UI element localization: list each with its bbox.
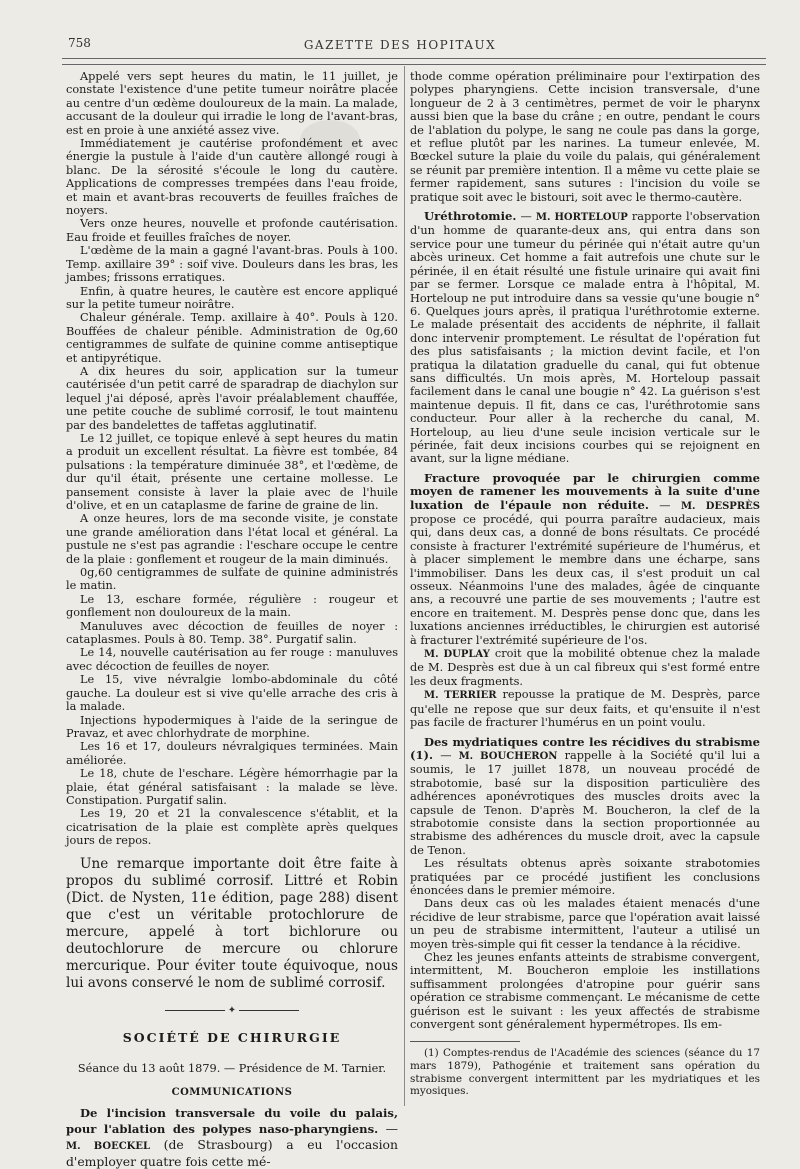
case-paragraph: Le 12 juillet, ce topique enlevé à sept heures du matin a produit un excellent résultat. La fièvre est tombée, 84 pulsations : la température diminuée 38°, et l'œdème, de dur qu'il était, présente une certaine mollesse. Le pansement consiste à laver la plaie avec de l'huile d'olive, et en un cataplasme de farine de graine de lin. bbox=[66, 431, 398, 512]
case-paragraph: Injections hypodermiques à l'aide de la seringue de Pravaz, et avec chlorhydrate de morphine. bbox=[66, 713, 398, 740]
fracture-author: M. DESPRÈS bbox=[680, 500, 760, 512]
case-paragraph: Vers onze heures, nouvelle et profonde cautérisation. Eau froide et feuilles fraîches de noyer. bbox=[66, 217, 398, 244]
running-title: GAZETTE DES HOPITAUX bbox=[303, 38, 497, 52]
case-paragraph: 0g,60 centigrammes de sulfate de quinine administrés le matin. bbox=[66, 566, 398, 593]
case-paragraph: Les 19, 20 et 21 la convalescence s'établit, et la cicatrisation de la plaie est complète après quelques jours de repos. bbox=[66, 807, 398, 848]
case-paragraph: A dix heures du soir, application sur la tumeur cautérisée d'un petit carré de sparadrap de diachylon sur lequel j'ai déposé, après l'avoir préalablement chauffée, une petite couche de sublimé corrosif, le tout maintenu par des bandelettes de taffetas agglutinatif. bbox=[66, 364, 398, 432]
strabismus-paragraph: Chez les jeunes enfants atteints de strabisme convergent, intermittent, M. Boucheron emploie les instillations suffisamment prolongées d'atropine pour guérir sans opération ce strabisme commençant. Le mécanisme de cette guérison est le suivant : les yeux affectés de strabisme convergent sont généralement hypermétropes. Ils em- bbox=[410, 951, 760, 1032]
column-divider bbox=[404, 66, 405, 1106]
case-paragraph: A onze heures, lors de ma seconde visite, je constate une grande amélioration dans l'état local et général. La pustule ne s'est pas agrandie : l'eschare occupe le centre de la plaie : gonflement et rougeur de la main diminués. bbox=[66, 512, 398, 566]
case-paragraph: Le 18, chute de l'eschare. Légère hémorrhagie par la plaie, état général satisfaisant : la malade se lève. Constipation. Purgatif salin. bbox=[66, 767, 398, 807]
right-column bbox=[410, 70, 760, 1098]
strabismus-heading: Des mydriatiques contre les récidives du strabisme (1). bbox=[410, 734, 760, 762]
incision-text: (de Strasbourg) a eu l'occasion d'employer quatre fois cette mé- bbox=[66, 1137, 398, 1169]
case-paragraph: Enfin, à quatre heures, le cautère est encore appliqué sur la petite tumeur noirâtre. bbox=[66, 284, 398, 311]
incision-article: De l'incision transversale du voile du palais, pour l'ablation des polypes naso-pharyngiens. — M. BOECKEL (de Strasbourg) a eu l'occasion d'employer quatre fois cette mé- bbox=[66, 1106, 398, 1169]
incision-author: M. BOECKEL bbox=[66, 1141, 150, 1153]
duplay-paragraph bbox=[410, 647, 760, 688]
case-paragraph: L'œdème de la main a gagné l'avant-bras. Pouls à 100. Temp. axillaire 39° : soif vive. Douleurs dans les bras, les jambes; frissons erratiques. bbox=[66, 244, 398, 285]
left-column bbox=[66, 70, 398, 1169]
case-paragraph: Immédiatement je cautérise profondément et avec énergie la pustule à l'aide d'un cautère allongé rougi à blanc. De la sérosité s'écoule le long du cautère. Applications de compresses trempées dans l'eau froide, et main et avant-bras recouverts de feuilles fraîches de noyers. bbox=[66, 137, 398, 218]
fracture-article: Fracture provoquée par le chirurgien comme moyen de ramener les mouvements à la suite d'une luxation de l'épaule non réduite. — M. DESPRÈS propose ce procédé, qui pourra paraître audacieux, mais qui, dans deux cas, a donné de bons résultats. Ce procédé consiste à fracturer l'extrémité supérieure de l'humérus, et à placer simplement le membre dans une écharpe, sans l'immobiliser. Dans les deux cas, il s'est produit un cal osseux. Néanmoins l'une des malades, âgée de cinquante ans, a recouvré une partie de ses mouvements ; l'autre est encore en traitement. M. Desprès pense donc que, dans les luxations anciennes irréductibles, le chirurgien est autorisé à fracturer l'extrémité supérieure de l'os. bbox=[410, 470, 760, 647]
footnote: (1) Comptes-rendus de l'Académie des sciences (séance du 17 mars 1879), Pathogénie et traitement sans opération du strabisme convergent intermittent par les mydriatiques et les myosiques. bbox=[410, 1047, 760, 1098]
case-paragraph: Les 16 et 17, douleurs névralgiques terminées. Main améliorée. bbox=[66, 740, 398, 767]
session-line: Séance du 13 août 1879. — Présidence de M. Tarnier. bbox=[77, 1062, 387, 1076]
footnote-rule bbox=[410, 1041, 520, 1042]
terrier-paragraph bbox=[410, 688, 760, 729]
strabismus-paragraph: Dans deux cas où les malades étaient menacés d'une récidive de leur strabisme, parce que l'opération avait laissé un peu de strabisme intermittent, l'auteur a utilisé un moyen très-simple qui fit cesser la tendance à la récidive. bbox=[410, 897, 760, 951]
strabismus-paragraph: Les résultats obtenus après soixante strabotomies pratiquées par ce procédé justifient les conclusions énoncées dans le premier mémoire. bbox=[410, 857, 760, 897]
case-paragraph: Appelé vers sept heures du matin, le 11 juillet, je constate l'existence d'une petite tumeur noirâtre placée au centre d'un œdème douloureux de la main. La malade, accusant de la douleur qui irradie le long de l'avant-bras, est en proie à une anxiété assez vive. bbox=[66, 70, 398, 137]
terrier-author: M. TERRIER bbox=[424, 690, 497, 702]
page-number: 758 bbox=[68, 36, 91, 50]
case-paragraph: Le 14, nouvelle cautérisation au fer rouge : manuluves avec décoction de feuilles de noyer. bbox=[66, 646, 398, 673]
remark-block bbox=[66, 856, 398, 992]
case-paragraph: Chaleur générale. Temp. axillaire à 40°. Pouls à 120. Bouffées de chaleur pénible. Administration de 0g,60 centigrammes de sulfate de quinine comme antiseptique et antipyrétique. bbox=[66, 311, 398, 365]
communications-title: COMMUNICATIONS bbox=[171, 1086, 293, 1098]
strabismus-author: M. BOUCHERON bbox=[458, 750, 558, 762]
remark-paragraph: Une remarque importante doit être faite à propos du sublimé corrosif. Littré et Robin (Dict. de Nysten, 11e édition, page 288) disent que c'est un véritable protochlorure de mercure, appelé à tort bichlorure ou deutochlorure de mercure ou chlorure mercurique. Pour éviter toute équivoque, nous lui avons conservé le nom de sublimé corrosif. bbox=[66, 855, 398, 991]
section-ornament: ✦ bbox=[66, 1004, 398, 1017]
duplay-text: croit que la mobilité obtenue chez la malade de M. Desprès est due à un cal fibreux qui s'est formé entre les deux fragments. bbox=[410, 647, 760, 688]
fracture-heading: Fracture provoquée par le chirurgien comme moyen de ramener les mouvements à la suite d'une luxation de l'épaule non réduite. bbox=[410, 470, 760, 512]
duplay-author: M. DUPLAY bbox=[424, 649, 490, 661]
terrier-text: repousse la pratique de M. Desprès, parce qu'elle ne repose que sur deux faits, et qu'ensuite il n'est pas facile de fracturer l'humérus en un point voulu. bbox=[410, 688, 761, 730]
incision-continuation: thode comme opération préliminaire pour l'extirpation des polypes pharyngiens. Cette incision transversale, d'une longueur de 2 à 3 centimètres, permet de voir le pharynx aussi bien que la base du crâne ; en outre, pendant le cours de l'ablation du polype, le sang ne coule pas dans la gorge, et reflue plutôt par les narines. La tumeur enlevée, M. Bœckel suture la plaie du voile du palais, qui généralement se réunit par première intention. Il a même vu cette plaie se fermer rapidement, sans sutures : l'incision du voile se pratique soit avec le bistouri, soit avec le thermo-cautère. bbox=[410, 70, 760, 204]
strabismus-article: Des mydriatiques contre les récidives du strabisme (1). — M. BOUCHERON rappelle à la Société qu'il lui a soumis, le 17 juillet 1878, un nouveau procédé de strabotomie, basé sur la disposition particulière des adhérences aponévrotiques des muscles droits avec la capsule de Tenon. D'après M. Boucheron, la clef de la strabotomie consiste dans la section proportionnée au strabisme des adhérences du muscle droit, avec la capsule de Tenon. bbox=[410, 734, 761, 857]
case-paragraph: Manuluves avec décoction de feuilles de noyer : cataplasmes. Pouls à 80. Temp. 38°. Purgatif salin. bbox=[66, 619, 398, 647]
case-paragraph: Le 13, eschare formée, régulière : rougeur et gonflement non douloureux de la main. bbox=[66, 592, 398, 620]
incision-heading: De l'incision transversale du voile du palais, pour l'ablation des polypes naso-pharyngiens. bbox=[66, 1106, 398, 1137]
header-double-rule bbox=[62, 58, 766, 65]
urethrotomy-heading: Uréthrotomie. bbox=[424, 209, 517, 224]
urethrotomy-author: M. HORTELOUP bbox=[535, 212, 628, 224]
urethrotomy-text: rapporte l'observation d'un homme de quarante-deux ans, qui entra dans son service pour une tumeur du périnée qui n'était autre qu'un abcès urineux. Cet homme a fait autrefois une chute sur le périnée, il en était résulté une fistule urinaire qui avait fini par se fermer. Lorsque ce malade entra à l'hôpital, M. Horteloup ne put introduire dans sa vessie qu'une bougie n° 6. Quelques jours après, il pratiqua l'uréthrotomie externe. Le malade présentait des accidents de néphrite, il fallait donc intervenir promptement. Le résultat de l'opération fut des plus satisfaisants ; la miction devint facile, et l'on pratiqua la dilatation graduelle du canal, qui fut obtenue sans difficultés. Un mois après, M. Horteloup passait facilement dans le canal une bougie n° 42. La guérison s'est maintenue depuis. Il fit, dans ce cas, l'uréthrotomie sans conducteur. Pour aller à la recherche du canal, M. Horteloup, au lieu d'une seule incision verticale sur le périnée, fait deux incisions courbes qui se rejoignent en avant, sur la ligne médiane. bbox=[410, 210, 761, 466]
case-report bbox=[66, 70, 398, 848]
urethrotomy-article: Uréthrotomie. — M. HORTELOUP rapporte l'observation d'un homme de quarante-deux ans, qui entra dans son service pour une tumeur du périnée qui n'était autre qu'un abcès urineux. Cet homme a fait autrefois une chute sur le périnée, il en était résulté une fistule urinaire qui avait fini par se fermer. Lorsque ce malade entra à l'hôpital, M. Horteloup ne put introduire dans sa vessie qu'une bougie n° 6. Quelques jours après, il pratiqua l'uréthrotomie externe. Le malade présentait des accidents de néphrite, il fallait donc intervenir promptement. Le résultat de l'opération fut des plus satisfaisants ; la miction devint facile, et l'on pratiqua la dilatation graduelle du canal, qui fut obtenue sans difficultés. Un mois après, M. Horteloup passait facilement dans le canal une bougie n° 42. La guérison s'est maintenue depuis. Il fit, dans ce cas, l'uréthrotomie sans conducteur. Pour aller à la recherche du canal, M. Horteloup, au lieu d'une seule incision verticale sur le périnée, fait deux incisions courbes qui se rejoignent en avant, sur la ligne médiane. bbox=[410, 209, 761, 466]
strabismus-text: rappelle à la Société qu'il lui a soumis, le 17 juillet 1878, un nouveau procédé de strabotomie, basé sur la disposition particulière des adhérences aponévrotiques des muscles droits avec la capsule de Tenon. D'après M. Boucheron, la clef de la strabotomie consiste dans la section proportionnée au strabisme des adhérences du muscle droit, avec la capsule de Tenon. bbox=[410, 748, 761, 857]
fracture-text: propose ce procédé, qui pourra paraître audacieux, mais qui, dans deux cas, a donné de bons résultats. Ce procédé consiste à fracturer l'extrémité supérieure de l'humérus, et à placer simplement le membre dans une écharpe, sans l'immobiliser. Dans les deux cas, il s'est produit un cal osseux. Néanmoins l'une des malades, âgée de cinquante ans, a recouvré une partie de ses mouvements ; l'autre est encore en traitement. M. Desprès pense donc que, dans les luxations anciennes irréductibles, le chirurgien est autorisé à fracturer l'extrémité supérieure de l'os. bbox=[410, 513, 760, 647]
case-paragraph: Le 15, vive névralgie lombo-abdominale du côté gauche. La douleur est si vive qu'elle arrache des cris à la malade. bbox=[66, 673, 398, 714]
society-title: SOCIÉTÉ DE CHIRURGIE bbox=[122, 1029, 342, 1045]
